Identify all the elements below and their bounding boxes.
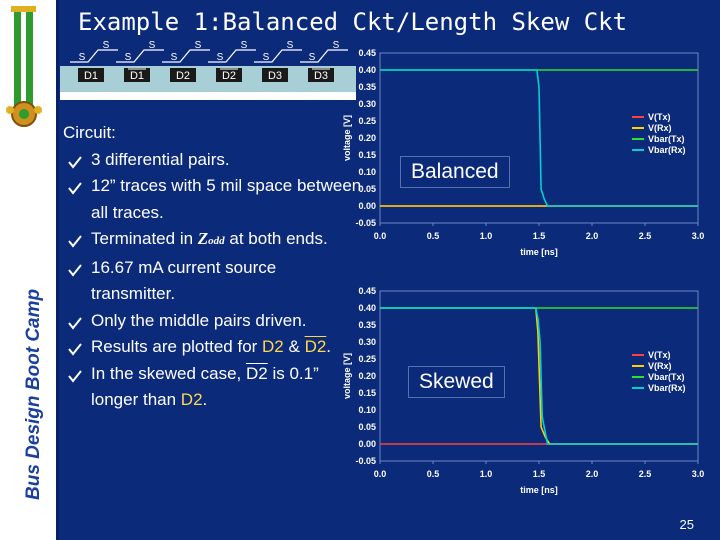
- x-tick-label: 3.0: [691, 469, 705, 479]
- legend-entry: Vbar(Rx): [648, 145, 686, 155]
- trace-line: [116, 50, 164, 62]
- x-tick-label: 3.0: [691, 231, 705, 241]
- y-tick-label: 0.00: [358, 439, 376, 449]
- driver-label: D3: [267, 70, 283, 82]
- bullet-item: [63, 334, 363, 361]
- y-tick-label: -0.05: [355, 218, 376, 228]
- source-label: S: [332, 40, 340, 51]
- legend-entry: V(Tx): [648, 112, 671, 122]
- circuit-diagram: [58, 40, 358, 102]
- z-symbol: Z: [197, 229, 209, 248]
- check-icon: [67, 315, 83, 331]
- balanced-label: Balanced: [400, 156, 510, 188]
- sidebar-title: Bus Design Boot Camp: [23, 288, 44, 500]
- bullet-text-post: .: [326, 337, 332, 356]
- source-label: S: [124, 52, 132, 63]
- signal-d2-bar: D2: [304, 337, 327, 356]
- bullet-text-post: at both ends.: [224, 229, 328, 248]
- check-icon: [67, 262, 83, 278]
- x-tick-label: 2.0: [585, 231, 599, 241]
- x-tick-label: 1.0: [479, 231, 493, 241]
- bullet-item: [63, 255, 363, 308]
- driver-label: D3: [313, 70, 329, 82]
- source-label: S: [262, 52, 270, 63]
- y-tick-label: 0.25: [358, 116, 376, 126]
- driver-label: D2: [175, 70, 191, 82]
- bullet-text: 12” traces with 5 mil space between all traces.: [91, 176, 362, 222]
- source-label: S: [240, 40, 248, 51]
- bullet-text-mid: is 0.1” longer than: [91, 363, 319, 409]
- x-axis-label: time [ns]: [520, 247, 558, 257]
- x-tick-label: 0.0: [373, 469, 387, 479]
- bullet-text-pre: In the skewed case,: [91, 363, 246, 383]
- bullet-list: [63, 120, 363, 414]
- x-tick-label: 1.5: [532, 231, 546, 241]
- check-icon: [67, 341, 83, 357]
- bullet-text-post: .: [202, 390, 208, 409]
- check-icon: [67, 180, 83, 196]
- z-subscript: odd: [208, 235, 225, 247]
- bullet-text-pre: Results are plotted for: [91, 337, 263, 356]
- trace-line: [254, 50, 302, 62]
- bullet-text-pre: Terminated in: [91, 229, 198, 248]
- y-tick-label: 0.45: [358, 286, 376, 296]
- y-tick-label: 0.05: [358, 422, 376, 432]
- bullet-text: 3 differential pairs.: [91, 149, 230, 169]
- x-tick-label: 2.5: [638, 231, 652, 241]
- y-tick-label: 0.10: [358, 167, 376, 177]
- legend-entry: V(Rx): [648, 361, 672, 371]
- signal-d2: D2: [262, 337, 284, 356]
- y-tick-label: 0.45: [358, 48, 376, 58]
- source-label: S: [102, 40, 110, 51]
- x-axis-label: time [ns]: [520, 485, 558, 495]
- y-tick-label: -0.05: [355, 456, 376, 466]
- source-label: S: [170, 52, 178, 63]
- legend-entry: Vbar(Tx): [648, 372, 685, 382]
- trace-line: [162, 50, 210, 62]
- bullet-text-mid: &: [283, 337, 305, 356]
- y-tick-label: 0.05: [358, 184, 376, 194]
- y-tick-label: 0.35: [358, 82, 376, 92]
- logo: [2, 2, 46, 132]
- circuit-ground-plane: [60, 92, 356, 100]
- slide-title: Example 1:Balanced Ckt/Length Skew Ckt: [78, 8, 628, 36]
- y-tick-label: 0.20: [358, 133, 376, 143]
- y-axis-label: voltage [V]: [342, 114, 352, 162]
- y-tick-label: 0.35: [358, 320, 376, 330]
- x-tick-label: 2.0: [585, 469, 599, 479]
- legend-entry: Vbar(Rx): [648, 383, 686, 393]
- bullet-item: [63, 361, 363, 414]
- legend-entry: V(Tx): [648, 350, 671, 360]
- trace-line: [208, 50, 256, 62]
- source-label: S: [216, 52, 224, 63]
- y-tick-label: 0.30: [358, 337, 376, 347]
- bullet-item: [63, 226, 363, 255]
- x-tick-label: 0.0: [373, 231, 387, 241]
- source-label: S: [286, 40, 294, 51]
- x-tick-label: 0.5: [426, 231, 440, 241]
- y-tick-label: 0.25: [358, 354, 376, 364]
- check-icon: [67, 154, 83, 170]
- x-tick-label: 1.5: [532, 469, 546, 479]
- bullet-text: 16.67 mA current source transmitter.: [91, 257, 277, 303]
- x-tick-label: 2.5: [638, 469, 652, 479]
- legend-entry: V(Rx): [648, 123, 672, 133]
- sidebar: [0, 0, 58, 540]
- source-label: S: [194, 40, 202, 51]
- y-tick-label: 0.15: [358, 150, 376, 160]
- y-axis-label: voltage [V]: [342, 352, 352, 400]
- x-tick-label: 1.0: [479, 469, 493, 479]
- driver-label: D1: [129, 70, 145, 82]
- bullet-item: [63, 173, 363, 226]
- signal-d2-bar: D2: [245, 363, 268, 383]
- bullet-item: [63, 147, 363, 174]
- bullet-heading: Circuit:: [63, 123, 116, 142]
- y-tick-label: 0.40: [358, 65, 376, 75]
- y-tick-label: 0.10: [358, 405, 376, 415]
- trace-line: [70, 50, 118, 62]
- check-icon: [67, 233, 83, 249]
- signal-d2: D2: [180, 390, 203, 409]
- check-icon: [67, 368, 83, 384]
- y-tick-label: 0.30: [358, 99, 376, 109]
- y-tick-label: 0.40: [358, 303, 376, 313]
- legend-entry: Vbar(Tx): [648, 134, 685, 144]
- y-tick-label: 0.00: [358, 201, 376, 211]
- bullet-item: [63, 308, 363, 335]
- page-number: 25: [679, 517, 694, 532]
- driver-label: D1: [83, 70, 99, 82]
- source-label: S: [308, 52, 316, 63]
- driver-label: D2: [221, 70, 237, 82]
- skewed-chart: [340, 283, 710, 513]
- x-tick-label: 0.5: [426, 469, 440, 479]
- bullet-text: Only the middle pairs driven.: [91, 310, 307, 330]
- source-label: S: [78, 52, 86, 63]
- source-label: S: [148, 40, 156, 51]
- balanced-chart: [340, 45, 710, 275]
- skewed-label: Skewed: [408, 366, 505, 398]
- y-tick-label: 0.20: [358, 371, 376, 381]
- y-tick-label: 0.15: [358, 388, 376, 398]
